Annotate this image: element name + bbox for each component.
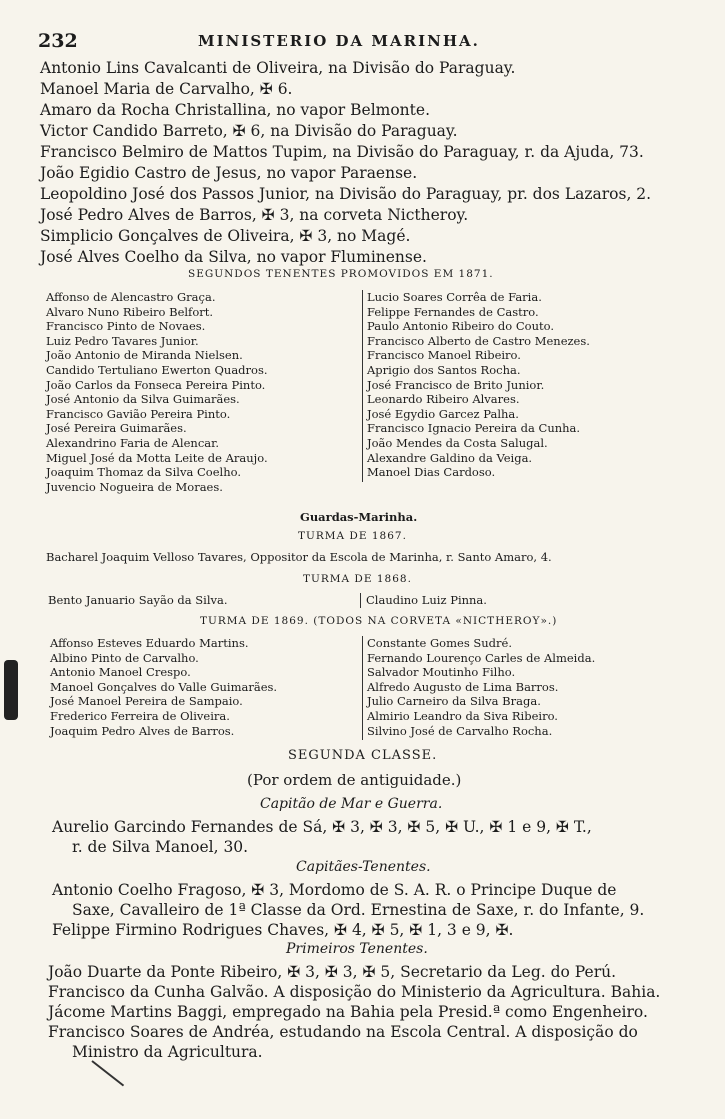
name-item: José Pereira Guimarães. [46, 421, 187, 436]
name-item: João Carlos da Fonseca Pereira Pinto. [46, 377, 266, 392]
ordering-note: (Por ordem de antiguidade.) [247, 771, 462, 789]
name-item: Alexandre Galdino da Veiga. [367, 450, 533, 465]
name-item: Francisco Ignacio Pereira da Cunha. [367, 421, 581, 436]
entry-line: Antonio Coelho Fragoso, ✠ 3, Mordomo de S. A. R. o Principe Duque de [52, 881, 617, 899]
name-item: Aprigio dos Santos Rocha. [367, 362, 521, 377]
name-item: João Antonio de Miranda Nielsen. [46, 348, 243, 363]
name-item: Candido Tertuliano Ewerton Quadros. [46, 362, 268, 377]
promovidos-left-column [46, 290, 268, 494]
promovidos-right-column [367, 290, 590, 480]
name-item: Francisco Alberto de Castro Menezes. [367, 333, 590, 348]
entry-line: Manoel Maria de Carvalho, ✠ 6. [40, 80, 293, 98]
entry-line: João Duarte da Ponte Ribeiro, ✠ 3, ✠ 3, ✠ 5, Secretario da Leg. do Perú. [48, 963, 617, 981]
rank-heading-capitao: Capitão de Mar e Guerra. [260, 796, 443, 812]
name-item: José Francisco de Brito Junior. [367, 377, 545, 392]
name-item: Silvino José de Carvalho Rocha. [367, 723, 553, 738]
name-item: Julio Carneiro da Silva Braga. [367, 694, 541, 709]
entry-line: Amaro da Rocha Christallina, no vapor Belmonte. [40, 101, 430, 119]
name-item: Affonso Esteves Eduardo Martins. [50, 636, 249, 650]
entry-line: Francisco Soares de Andréa, estudando na Escola Central. A disposição do [48, 1023, 638, 1041]
page-number: 232 [38, 30, 78, 52]
entry-line: José Pedro Alves de Barros, ✠ 3, na corveta Nictheroy. [40, 206, 469, 224]
name-item: Manoel Gonçalves do Valle Guimarães. [50, 679, 278, 694]
turma-1869-heading: TURMA DE 1869. (TODOS NA CORVETA «NICTHEROY».) [200, 615, 558, 627]
name-item: Alfredo Augusto de Lima Barros. [367, 679, 559, 694]
section-heading-guardas: Guardas-Marinha. [300, 510, 418, 524]
name-item: Joaquim Thomaz da Silva Coelho. [46, 465, 241, 480]
name-item: João Mendes da Costa Salugal. [367, 435, 548, 450]
section-heading-segunda-classe: SEGUNDA CLASSE. [288, 748, 438, 763]
name-item: Lucio Soares Corrêa de Faria. [367, 290, 542, 304]
page-header [38, 30, 648, 52]
entry-line: Ministro da Agricultura. [72, 1043, 263, 1061]
name-item: Leonardo Ribeiro Alvares. [367, 392, 520, 407]
entry-line: Francisco da Cunha Galvão. A disposição do Ministerio da Agricultura. Bahia. [48, 983, 661, 1001]
section-heading-promovidos: SEGUNDOS TENENTES PROMOVIDOS EM 1871. [188, 268, 494, 280]
entry-line: Victor Candido Barreto, ✠ 6, na Divisão do Paraguay. [40, 122, 458, 140]
entry-line: Saxe, Cavalleiro de 1ª Classe da Ord. Ernestina de Saxe, r. do Infante, 9. [72, 901, 645, 919]
name-item: Albino Pinto de Carvalho. [50, 650, 199, 665]
name-item: Joaquim Pedro Alves de Barros. [50, 723, 235, 738]
pen-stroke [91, 1060, 124, 1086]
rank-heading-primeiros: Primeiros Tenentes. [286, 941, 428, 957]
turma-1867-line: Bacharel Joaquim Velloso Tavares, Oppositor da Escola de Marinha, r. Santo Amaro, 4. [46, 550, 552, 564]
name-item: Constante Gomes Sudré. [367, 636, 512, 650]
rank-heading-capitaes: Capitães-Tenentes. [296, 859, 431, 875]
turma-1868-left: Bento Januario Sayão da Silva. [48, 593, 228, 607]
name-item: José Egydio Garcez Palha. [367, 406, 519, 421]
column-divider [360, 593, 361, 608]
name-item: Almirio Leandro da Siva Ribeiro. [367, 708, 558, 723]
entry-line: José Alves Coelho da Silva, no vapor Fluminense. [40, 248, 427, 266]
name-item: Frederico Ferreira de Oliveira. [50, 708, 230, 723]
turma-1868-heading: TURMA DE 1868. [303, 573, 412, 585]
name-item: Felippe Fernandes de Castro. [367, 304, 539, 319]
margin-ink-mark [4, 660, 18, 720]
name-item: Paulo Antonio Ribeiro do Couto. [367, 319, 554, 334]
turma-1869-right-column [367, 636, 595, 738]
entry-line: Antonio Lins Cavalcanti de Oliveira, na Divisão do Paraguay. [40, 59, 516, 77]
page-title: MINISTERIO DA MARINHA. [198, 32, 480, 50]
name-item: Manoel Dias Cardoso. [367, 465, 496, 480]
entry-line: Felippe Firmino Rodrigues Chaves, ✠ 4, ✠ 5, ✠ 1, 3 e 9, ✠. [52, 921, 514, 939]
name-item: Antonio Manoel Crespo. [50, 665, 191, 680]
name-item: Alvaro Nuno Ribeiro Belfort. [46, 304, 214, 319]
entry-line: Francisco Belmiro de Mattos Tupim, na Divisão do Paraguay, r. da Ajuda, 73. [40, 143, 644, 161]
entry-line: Aurelio Garcindo Fernandes de Sá, ✠ 3, ✠ 3, ✠ 5, ✠ U., ✠ 1 e 9, ✠ T., [52, 818, 592, 836]
name-item: Miguel José da Motta Leite de Araujo. [46, 450, 268, 465]
column-divider [362, 290, 363, 482]
name-item: Affonso de Alencastro Graça. [46, 290, 216, 304]
name-item: Salvador Moutinho Filho. [367, 665, 516, 680]
entry-line: João Egidio Castro de Jesus, no vapor Paraense. [40, 164, 418, 182]
entry-line: Simplicio Gonçalves de Oliveira, ✠ 3, no Magé. [40, 227, 411, 245]
name-item: Juvencio Nogueira de Moraes. [46, 479, 223, 494]
name-item: Francisco Pinto de Novaes. [46, 319, 206, 334]
name-item: José Antonio da Silva Guimarães. [46, 392, 240, 407]
name-item: Francisco Manoel Ribeiro. [367, 348, 521, 363]
name-item: José Manoel Pereira de Sampaio. [50, 694, 243, 709]
turma-1868-right: Claudino Luiz Pinna. [366, 593, 487, 607]
entry-line: r. de Silva Manoel, 30. [72, 838, 249, 856]
turma-1869-left-column [50, 636, 277, 738]
name-item: Francisco Gavião Pereira Pinto. [46, 406, 231, 421]
entry-line: Jácome Martins Baggi, empregado na Bahia pela Presid.ª como Engenheiro. [48, 1003, 648, 1021]
entry-line: Leopoldino José dos Passos Junior, na Divisão do Paraguay, pr. dos Lazaros, 2. [40, 185, 652, 203]
turma-1867-heading: TURMA DE 1867. [298, 530, 407, 542]
name-item: Alexandrino Faria de Alencar. [46, 435, 220, 450]
name-item: Fernando Lourenço Carles de Almeida. [367, 650, 596, 665]
name-item: Luiz Pedro Tavares Junior. [46, 333, 199, 348]
column-divider [362, 636, 363, 740]
